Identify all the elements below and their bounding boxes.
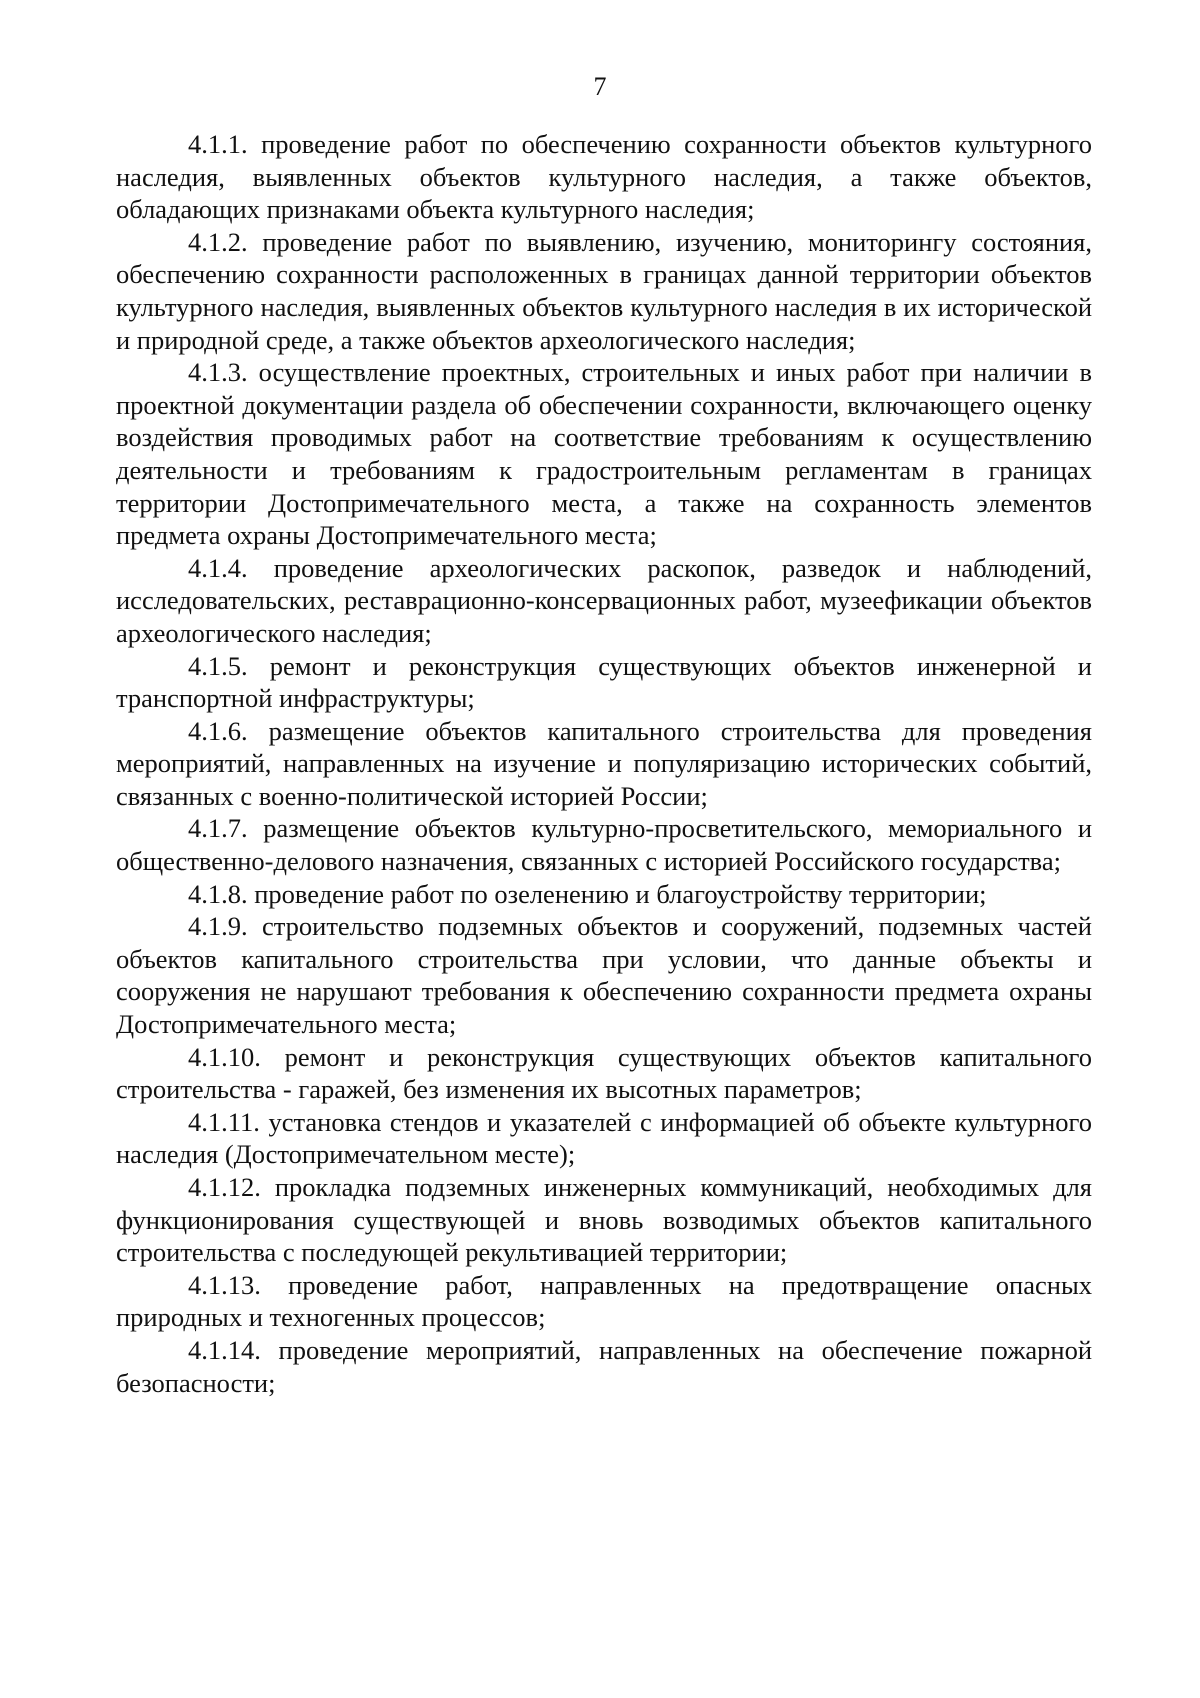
paragraph-4-1-5: 4.1.5. ремонт и реконструкция существующих объектов инженерной и транспортной инфраструктуры;	[116, 650, 1092, 714]
document-body	[116, 128, 1092, 1399]
paragraph-4-1-14: 4.1.14. проведение мероприятий, направленных на обеспечение пожарной безопасности;	[116, 1334, 1092, 1398]
paragraph-4-1-11: 4.1.11. установка стендов и указателей с информацией об объекте культурного наследия (Достопримечательном месте);	[116, 1106, 1092, 1170]
paragraph-4-1-6: 4.1.6. размещение объектов капитального строительства для проведения мероприятий, направленных на изучение и популяризацию исторических событий, связанных с военно-политической историей России;	[116, 715, 1092, 811]
paragraph-4-1-10: 4.1.10. ремонт и реконструкция существующих объектов капитального строительства - гаражей, без изменения их высотных параметров;	[116, 1041, 1092, 1105]
paragraph-4-1-3: 4.1.3. осуществление проектных, строительных и иных работ при наличии в проектной документации раздела об обеспечении сохранности, включающего оценку воздействия проводимых работ на соответствие требованиям к осуществлению деятельности и требованиям к градостроительным регламентам в границах территории Достопримечательного места, а также на сохранность элементов предмета охраны Достопримечательного места;	[116, 357, 1092, 551]
paragraph-4-1-2: 4.1.2. проведение работ по выявлению, изучению, мониторингу состояния, обеспечению сохранности расположенных в границах данной территории объектов культурного наследия, выявленных объектов культурного наследия в их исторической и природной среде, а также объектов археологического наследия;	[116, 226, 1092, 355]
paragraph-4-1-7: 4.1.7. размещение объектов культурно-просветительского, мемориального и общественно-делового назначения, связанных с историей Российского государства;	[116, 813, 1092, 877]
paragraph-4-1-8: 4.1.8. проведение работ по озеленению и благоустройству территории;	[188, 878, 987, 909]
paragraph-4-1-12: 4.1.12. прокладка подземных инженерных коммуникаций, необходимых для функционирования существующей и вновь возводимых объектов капитального строительства с последующей рекультивацией территории;	[116, 1172, 1092, 1268]
page-number: 7	[593, 72, 607, 101]
paragraph-4-1-13: 4.1.13. проведение работ, направленных на предотвращение опасных природных и техногенных процессов;	[116, 1269, 1092, 1333]
paragraph-4-1-4: 4.1.4. проведение археологических раскопок, разведок и наблюдений, исследовательских, реставрационно-консервационных работ, музеефикации объектов археологического наследия;	[116, 552, 1092, 648]
paragraph-4-1-1: 4.1.1. проведение работ по обеспечению сохранности объектов культурного наследия, выявленных объектов культурного наследия, а также объектов, обладающих признаками объекта культурного наследия;	[116, 129, 1092, 225]
paragraph-4-1-9: 4.1.9. строительство подземных объектов и сооружений, подземных частей объектов капитального строительства при условии, что данные объекты и сооружения не нарушают требования к обеспечению сохранности предмета охраны Достопримечательного места;	[116, 911, 1092, 1040]
